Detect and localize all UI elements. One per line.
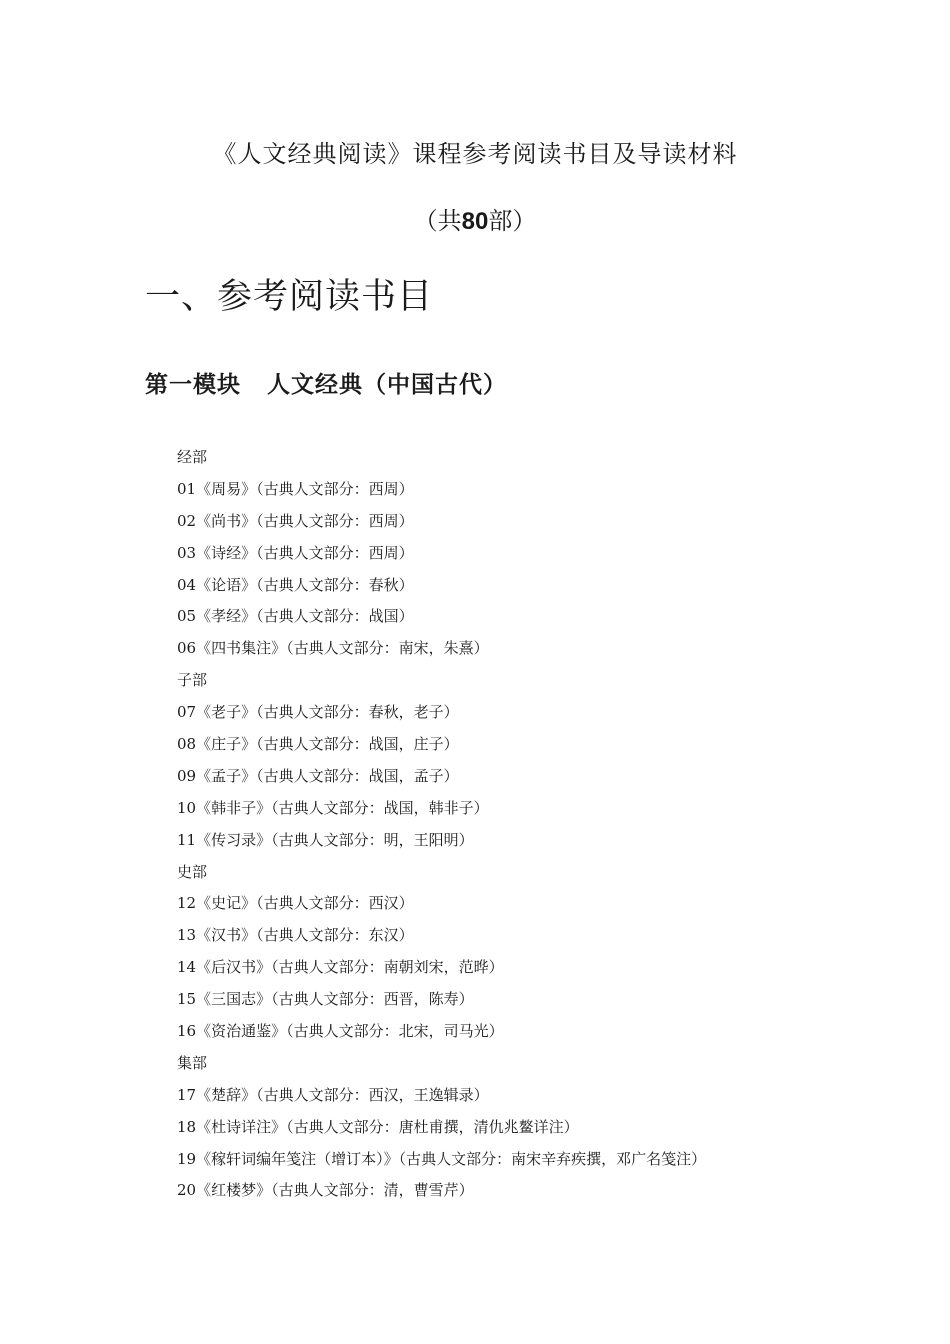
list-item: 05《孝经》（古典人文部分：战国） bbox=[177, 607, 414, 626]
module-number: 第一模块 bbox=[145, 372, 241, 398]
list-item: 04《论语》（古典人文部分：春秋） bbox=[177, 575, 414, 594]
subtitle-close: 部） bbox=[488, 207, 537, 235]
category-heading: 集部 bbox=[177, 1053, 208, 1072]
list-item: 20《红楼梦》（古典人文部分：清，曹雪芹） bbox=[177, 1181, 474, 1200]
reading-list bbox=[177, 442, 706, 1207]
list-item: 19《稼轩词编年笺注（增订本）》（古典人文部分：南宋辛弃疾撰，邓广名笺注） bbox=[177, 1149, 707, 1168]
category-heading: 子部 bbox=[177, 671, 208, 690]
module-title: 人文经典（中国古代） bbox=[267, 372, 507, 398]
list-item: 11《传习录》（古典人文部分：明，王阳明） bbox=[177, 830, 474, 849]
list-item: 12《史记》（古典人文部分：西汉） bbox=[177, 894, 414, 913]
subtitle-open: （共 bbox=[413, 207, 462, 235]
module-heading bbox=[145, 369, 507, 401]
list-item: 17《楚辞》（古典人文部分：西汉，王逸辑录） bbox=[177, 1085, 489, 1104]
list-item: 08《庄子》（古典人文部分：战国，庄子） bbox=[177, 735, 459, 754]
list-item: 13《汉书》（古典人文部分：东汉） bbox=[177, 926, 414, 945]
section-heading: 一、参考阅读书目 bbox=[145, 277, 434, 317]
document-title: 《人文经典阅读》课程参考阅读书目及导读材料 bbox=[212, 140, 738, 168]
list-item: 10《韩非子》（古典人文部分：战国，韩非子） bbox=[177, 798, 489, 817]
list-item: 03《诗经》（古典人文部分：西周） bbox=[177, 543, 414, 562]
subtitle-count: 80 bbox=[461, 208, 489, 235]
category-heading: 史部 bbox=[177, 862, 208, 881]
list-item: 01《周易》（古典人文部分：西周） bbox=[177, 479, 414, 498]
list-item: 16《资治通鉴》（古典人文部分：北宋，司马光） bbox=[177, 1022, 504, 1041]
list-item: 18《杜诗详注》（古典人文部分：唐杜甫撰，清仇兆鳌详注） bbox=[177, 1117, 579, 1136]
document-subtitle bbox=[0, 204, 950, 239]
list-item: 15《三国志》（古典人文部分：西晋，陈寿） bbox=[177, 990, 474, 1009]
list-item: 07《老子》（古典人文部分：春秋，老子） bbox=[177, 703, 459, 722]
category-heading: 经部 bbox=[177, 448, 208, 466]
list-item: 14《后汉书》（古典人文部分：南朝刘宋，范晔） bbox=[177, 958, 504, 977]
list-item: 09《孟子》（古典人文部分：战国，孟子） bbox=[177, 766, 459, 785]
list-item: 02《尚书》（古典人文部分：西周） bbox=[177, 511, 414, 530]
list-item: 06《四书集注》（古典人文部分：南宋，朱熹） bbox=[177, 639, 489, 658]
